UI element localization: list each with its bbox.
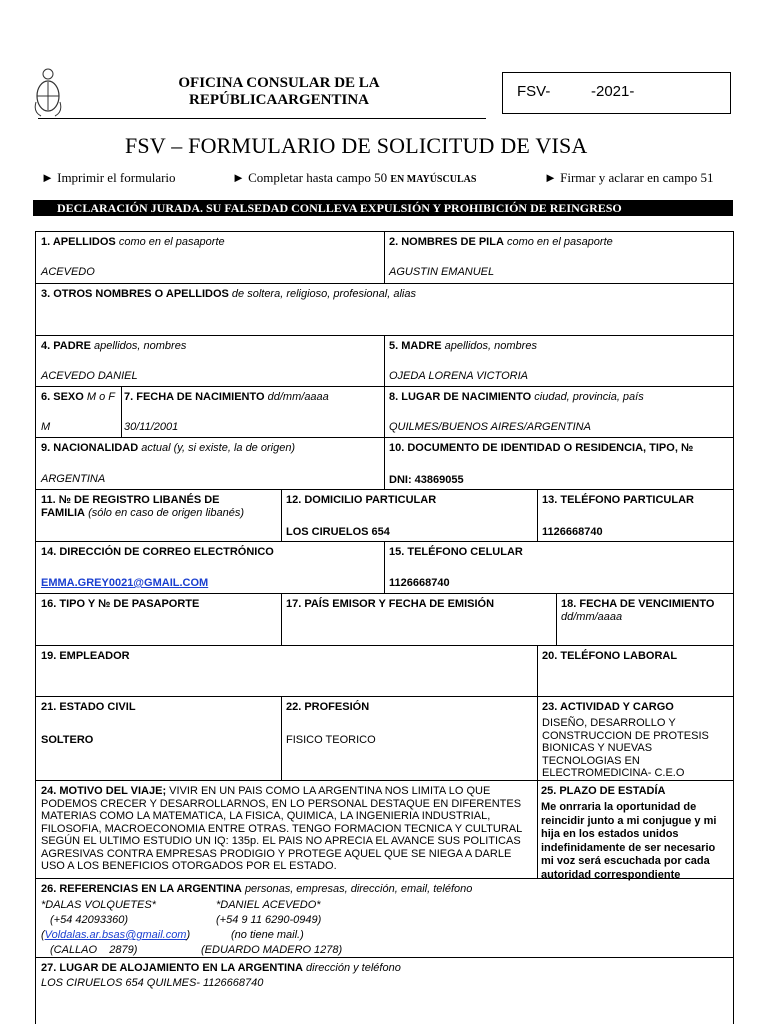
col-divider: [281, 593, 282, 645]
instruction-complete: [232, 170, 476, 186]
row-divider: [35, 780, 734, 781]
ref-1-email: (Voldalas.ar.bsas@gmail.com): [41, 929, 191, 941]
ref-2-email: (no tiene mail.): [231, 929, 304, 941]
field-7-label: 7. FECHA DE NACIMIENTO dd/mm/aaaa: [124, 391, 329, 403]
fsv-number-box[interactable]: [502, 72, 731, 114]
col-divider: [384, 335, 385, 489]
field-6-sex[interactable]: M: [41, 421, 51, 433]
instruction-sign: ► Firmar y aclarar en campo 51: [544, 170, 714, 185]
stay-line: mi voz será escuchada por cada: [541, 855, 710, 867]
activity-line: BIONICAS Y NUEVAS: [542, 742, 653, 754]
ref-1-name: *DALAS VOLQUETES*: [41, 899, 156, 911]
sworn-declaration-banner: DECLARACIÓN JURADA. SU FALSEDAD CONLLEVA EXPULSIÓN Y PROHIBICIÓN DE REINGRESO: [33, 200, 733, 216]
field-7-birth-date[interactable]: 30/11/2001: [124, 421, 179, 433]
field-22-label: 22. PROFESIÓN: [286, 701, 370, 713]
field-25-label: 25. PLAZO DE ESTADÍA: [541, 785, 666, 797]
field-10-label: 10. DOCUMENTO DE IDENTIDAD O RESIDENCIA, TIPO, №: [389, 442, 694, 454]
form-title: FSV – FORMULARIO DE SOLICITUD DE VISA: [125, 133, 588, 158]
ref-1-address: (CALLAO 2879): [50, 944, 138, 956]
field-8-label: 8. LUGAR DE NACIMIENTO ciudad, provincia, país: [389, 391, 644, 403]
field-17-label: 17. PAÍS EMISOR Y FECHA DE EMISIÓN: [286, 598, 495, 610]
field-26-label: 26. REFERENCIAS EN LA ARGENTINA personas, empresas, dirección, email, teléfono: [41, 883, 473, 895]
col-divider: [281, 489, 282, 541]
field-10-id-document[interactable]: DNI: 43869055: [389, 474, 464, 486]
col-divider: [537, 645, 538, 696]
field-5-mother[interactable]: OJEDA LORENA VICTORIA: [389, 370, 528, 382]
field-5-label: 5. MADRE apellidos, nombres: [389, 340, 537, 352]
field-24-travel-reason[interactable]: [41, 785, 531, 873]
fsv-year: -2021-: [591, 83, 635, 100]
field-23-activity[interactable]: [542, 717, 709, 780]
field-16-label: 16. TIPO Y № DE PASAPORTE: [41, 598, 200, 610]
instruction-caps: EN MAYÚSCULAS: [390, 174, 477, 185]
instruction-print: ► Imprimir el formulario: [41, 170, 176, 185]
field-6-label: 6. SEXO M o F: [41, 391, 115, 403]
office-line-1: OFICINA CONSULAR DE LA: [178, 75, 380, 91]
field-1-surnames[interactable]: ACEVEDO: [41, 266, 95, 278]
stay-line: Me onrraria la oportunidad de: [541, 801, 697, 813]
field-2-label: 2. NOMBRES DE PILA como en el pasaporte: [389, 236, 613, 248]
field-1-label: 1. APELLIDOS como en el pasaporte: [41, 236, 225, 248]
field-12-label: 12. DOMICILIO PARTICULAR: [286, 494, 437, 506]
activity-line: ELECTROMEDICINA- C.E.O: [542, 767, 685, 779]
field-3-label: 3. OTROS NOMBRES O APELLIDOS de soltera, religioso, profesional, alias: [41, 288, 416, 300]
field-4-father[interactable]: ACEVEDO DANIEL: [41, 370, 138, 382]
field-3-other-names[interactable]: [41, 305, 721, 331]
field-21-label: 21. ESTADO CIVIL: [41, 701, 136, 713]
row-divider: [35, 957, 734, 958]
fsv-prefix: FSV-: [517, 83, 551, 100]
field-18-label: 18. FECHA DE VENCIMIENTO dd/mm/aaaa: [561, 598, 715, 623]
col-divider: [537, 489, 538, 541]
row-divider: [35, 645, 734, 646]
field-24-label: 24. MOTIVO DEL VIAJE;: [41, 785, 167, 797]
field-13-home-phone[interactable]: 1126668740: [542, 526, 603, 538]
ref-1-phone: (+54 42093360): [50, 914, 128, 926]
field-24-text: VIVIR EN UN PAIS COMO LA ARGENTINA NOS LIMITA LO QUE PODEMOS CRECER Y DESARROLLARNOS, EN LO PERSONAL DESTAQUE EN DIFERENTES MATERIAS COMO LA MATEMATICA, LA FISICA, QUIMICA, LA INGENIERIA INDUSTRIAL, FILOSOFIA, MACROECONOMIA ENTRE OTRAS. TENGO FORMACION TECNICA Y CULTURAL SEGÚN EL ULTIMO ESTUDIO UN IQ: 135p. EL PAIS NO APRECIA EL AVANCE SUS POLITICAS AGRESIVAS CONTRA EMPRESAS PRODIGIO Y PROTEGE AQUEL QUE SE NIEGA A DARLE USO A LOS BENEFICIOS OTORGADOS POR EL ESTADO.: [41, 785, 522, 872]
field-22-profession[interactable]: FISICO TEORICO: [286, 734, 376, 746]
col-divider: [384, 541, 385, 593]
field-14-label: 14. DIRECCIÓN DE CORREO ELECTRÓNICO: [41, 546, 274, 558]
ref-1-email-link[interactable]: Voldalas.ar.bsas@gmail.com: [44, 929, 187, 941]
activity-line: CONSTRUCCION DE PROTESIS: [542, 729, 709, 742]
row-divider: [35, 489, 734, 490]
field-20-label: 20. TELÉFONO LABORAL: [542, 650, 678, 662]
field-13-label: 13. TELÉFONO PARTICULAR: [542, 494, 694, 506]
office-line-2: REPÚBLICAARGENTINA: [188, 92, 370, 108]
instruction-complete-text: ► Completar hasta campo 50: [232, 170, 388, 185]
stay-line: autoridad correspondiente: [541, 868, 681, 881]
col-divider: [556, 593, 557, 645]
ref-2-name: *DANIEL ACEVEDO*: [216, 899, 321, 911]
field-11-label: 11. № DE REGISTRO LIBANÉS DE FAMILIA (sólo en caso de origen libanés): [41, 494, 244, 519]
field-12-home-address[interactable]: LOS CIRUELOS 654: [286, 526, 390, 538]
col-divider: [537, 696, 538, 878]
field-15-mobile-phone[interactable]: 1126668740: [389, 577, 450, 589]
consular-office-name: [150, 75, 408, 109]
row-divider: [35, 696, 734, 697]
activity-line: DISEÑO, DESARROLLO Y: [542, 717, 676, 729]
field-4-label: 4. PADRE apellidos, nombres: [41, 340, 187, 352]
stay-line: indefinidamente de ser necesario: [541, 841, 716, 854]
row-divider: [35, 593, 734, 594]
field-14-email-link[interactable]: EMMA.GREY0021@GMAIL.COM: [41, 577, 209, 589]
col-divider: [384, 231, 385, 283]
field-9-nationality[interactable]: ARGENTINA: [41, 473, 106, 485]
field-25-stay-duration[interactable]: [541, 801, 731, 882]
field-8-birth-place[interactable]: QUILMES/BUENOS AIRES/ARGENTINA: [389, 421, 591, 433]
ref-2-address: (EDUARDO MADERO 1278): [201, 944, 343, 956]
field-2-first-names[interactable]: AGUSTIN EMANUEL: [389, 266, 495, 278]
activity-line: TECNOLOGIAS EN: [542, 754, 640, 767]
field-19-label: 19. EMPLEADOR: [41, 650, 130, 662]
stay-line: reincidir junto a mi conjugue y mi: [541, 814, 717, 827]
col-divider: [121, 386, 122, 437]
field-21-civil-status[interactable]: SOLTERO: [41, 734, 94, 746]
field-23-label: 23. ACTIVIDAD Y CARGO: [542, 701, 674, 713]
field-15-label: 15. TELÉFONO CELULAR: [389, 546, 523, 558]
header-rule: [38, 118, 486, 119]
ref-2-phone: (+54 9 11 6290-0949): [216, 914, 322, 926]
field-27-label: 27. LUGAR DE ALOJAMIENTO EN LA ARGENTINA dirección y teléfono: [41, 962, 401, 974]
field-9-label: 9. NACIONALIDAD actual (y, si existe, la de origen): [41, 442, 296, 454]
col-divider: [281, 696, 282, 780]
row-divider: [35, 283, 734, 284]
argentina-coat-of-arms-icon: [33, 66, 63, 118]
field-27-lodging[interactable]: LOS CIRUELOS 654 QUILMES- 1126668740: [41, 977, 264, 989]
stay-line: hija en los estados unidos: [541, 828, 679, 840]
